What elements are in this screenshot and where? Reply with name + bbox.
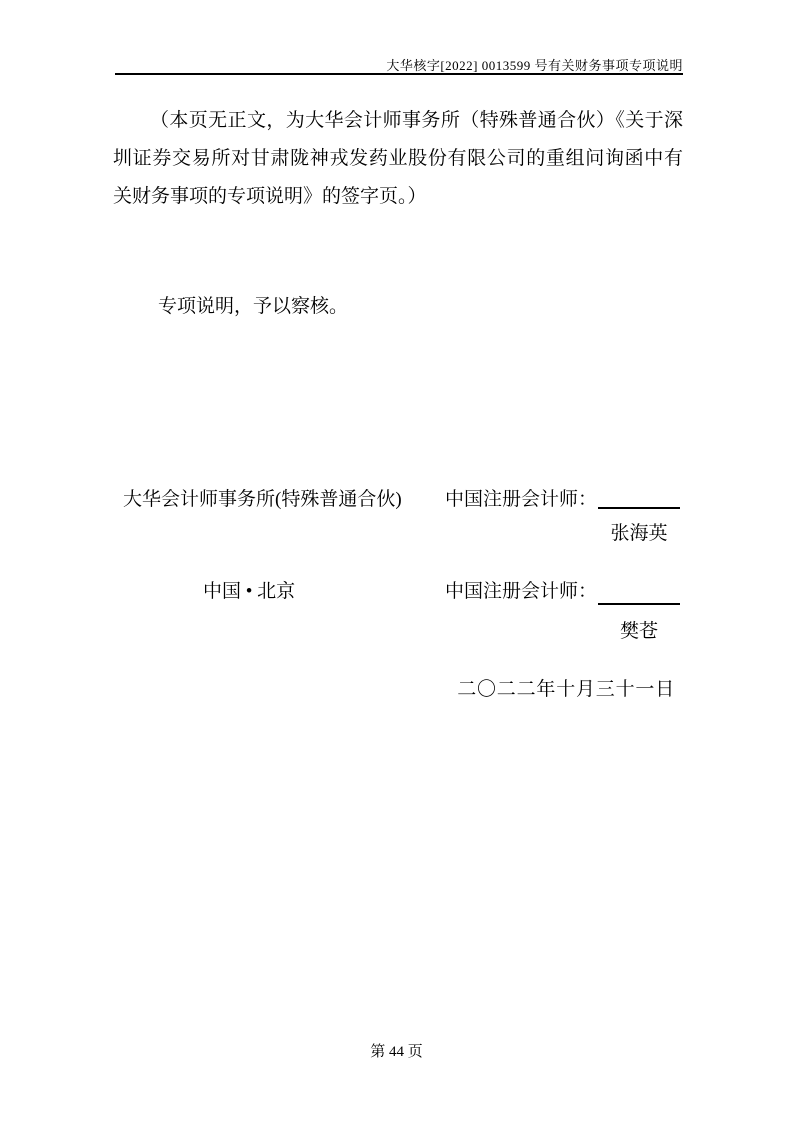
signature-date: 二〇二二年十月三十一日 <box>457 679 675 700</box>
header-rule <box>115 73 683 75</box>
signer-name-2: 樊苍 <box>619 621 658 642</box>
cpa-label-2: 中国注册会计师： <box>445 581 598 602</box>
review-note: 专项说明，予以察核。 <box>158 296 349 317</box>
signature-line-2 <box>598 603 680 605</box>
signer-name-1: 张海英 <box>610 523 668 544</box>
cpa-label-1: 中国注册会计师： <box>445 489 598 510</box>
firm-name: 大华会计师事务所(特殊普通合伙) <box>123 489 402 510</box>
paragraph-line-1: （本页无正文，为大华会计师事务所（特殊普通合伙）《关于深 <box>150 110 683 131</box>
paragraph-line-3: 关财务事项的专项说明》的签字页。） <box>113 186 427 207</box>
firm-location: 中国 • 北京 <box>203 581 296 602</box>
body-paragraph <box>113 102 683 216</box>
signature-line-1 <box>598 507 680 509</box>
paragraph-line-2: 圳证券交易所对甘肃陇神戎发药业股份有限公司的重组问询函中有 <box>113 148 683 169</box>
header-doc-number: 大华核字[2022] 0013599 号有关财务事项专项说明 <box>386 58 683 73</box>
page-number: 第 44 页 <box>370 1044 423 1060</box>
